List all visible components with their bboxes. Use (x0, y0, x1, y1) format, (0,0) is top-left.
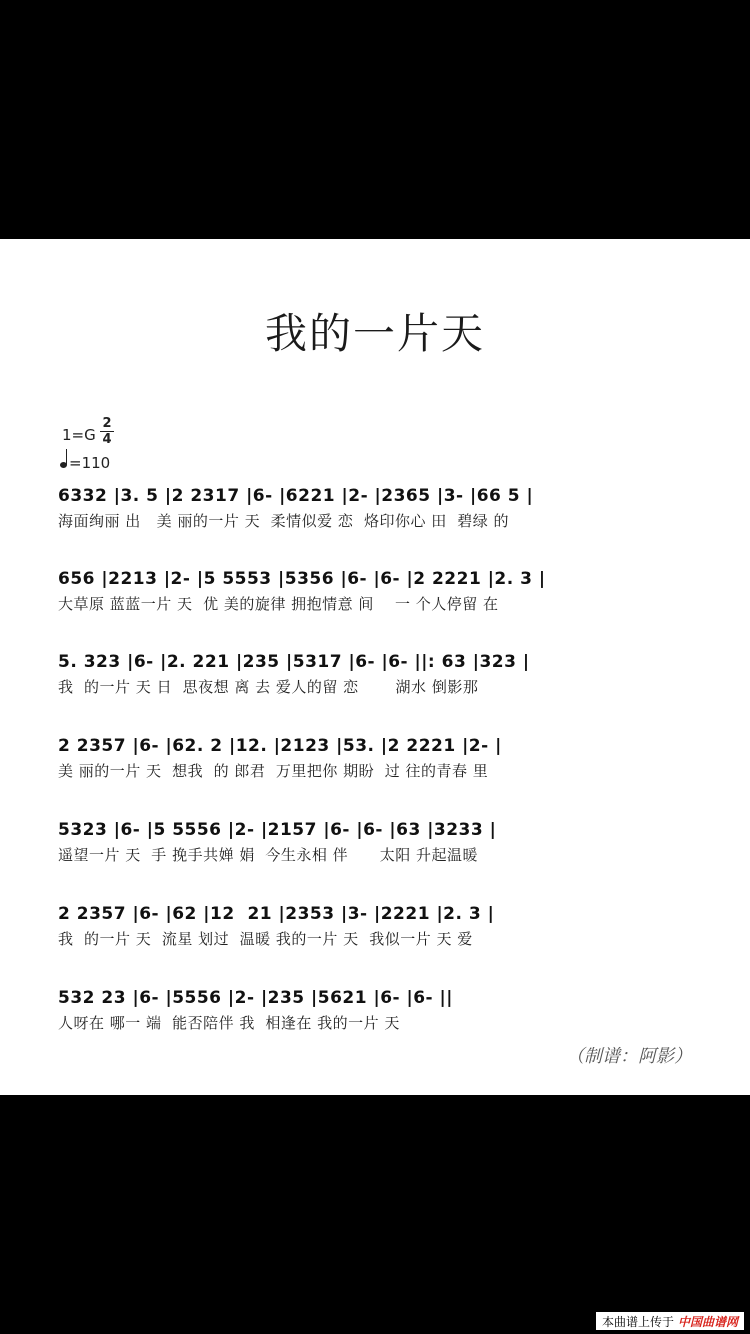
arranger-credit: （制谱：阿影） (566, 1046, 692, 1067)
score-line-3 (58, 651, 708, 697)
notation-line: 2 2357 |6- |62. 2 |12. |2123 |53. |2 2221 |2- | (58, 736, 502, 756)
time-signature (100, 417, 114, 446)
lyrics-line: 人呀在 哪一 端 能否陪伴 我 相逢在 我的一片 天 (58, 1014, 400, 1032)
score-sheet (0, 239, 750, 1095)
score-line-7 (58, 987, 708, 1033)
watermark-prefix: 本曲谱上传于 (601, 1314, 674, 1329)
time-signature-top: 2 (102, 416, 112, 431)
lyrics-line: 大草原 蓝蓝一片 天 优 美的旋律 拥抱情意 间 一 个人停留 在 (58, 595, 499, 613)
score-line-5 (58, 819, 708, 865)
notation-line: 6332 |3. 5 |2 2317 |6- |6221 |2- |2365 |3- |66 5 | (58, 486, 534, 506)
tempo-value: =110 (69, 454, 111, 472)
site-watermark (596, 1312, 744, 1330)
score-line-4 (58, 735, 708, 781)
notation-line: 5. 323 |6- |2. 221 |235 |5317 |6- |6- ||: 63 |323 | (58, 652, 530, 672)
song-title: 我的一片天 (264, 309, 485, 358)
time-signature-bottom: 4 (102, 432, 112, 447)
lyrics-line: 我 的一片 天 日 思夜想 离 去 爱人的留 恋 湖水 倒影那 (58, 678, 479, 696)
quarter-note-icon (60, 462, 67, 468)
notation-line: 532 23 |6- |5556 |2- |235 |5621 |6- |6- || (58, 988, 453, 1008)
score-line-6 (58, 903, 708, 949)
notation-line: 656 |2213 |2- |5 5553 |5356 |6- |6- |2 2221 |2. 3 | (58, 569, 546, 589)
watermark-site: 中国曲谱网 (677, 1314, 738, 1329)
score-line-1 (58, 485, 708, 531)
lyrics-line: 海面绚丽 出 美 丽的一片 天 柔情似爱 恋 烙印你心 田 碧绿 的 (58, 512, 510, 530)
key-signature: 1=G (62, 426, 96, 444)
tempo-marking (60, 454, 110, 472)
notation-line: 5323 |6- |5 5556 |2- |2157 |6- |6- |63 |3233 | (58, 820, 497, 840)
score-line-2 (58, 568, 708, 614)
lyrics-line: 遥望一片 天 手 挽手共婵 娟 今生永相 伴 太阳 升起温暖 (58, 846, 479, 864)
lyrics-line: 我 的一片 天 流星 划过 温暖 我的一片 天 我似一片 天 爱 (58, 930, 473, 948)
lyrics-line: 美 丽的一片 天 想我 的 郎君 万里把你 期盼 过 往的青春 里 (58, 762, 489, 780)
notation-line: 2 2357 |6- |62 |12 21 |2353 |3- |2221 |2. 3 | (58, 904, 495, 924)
